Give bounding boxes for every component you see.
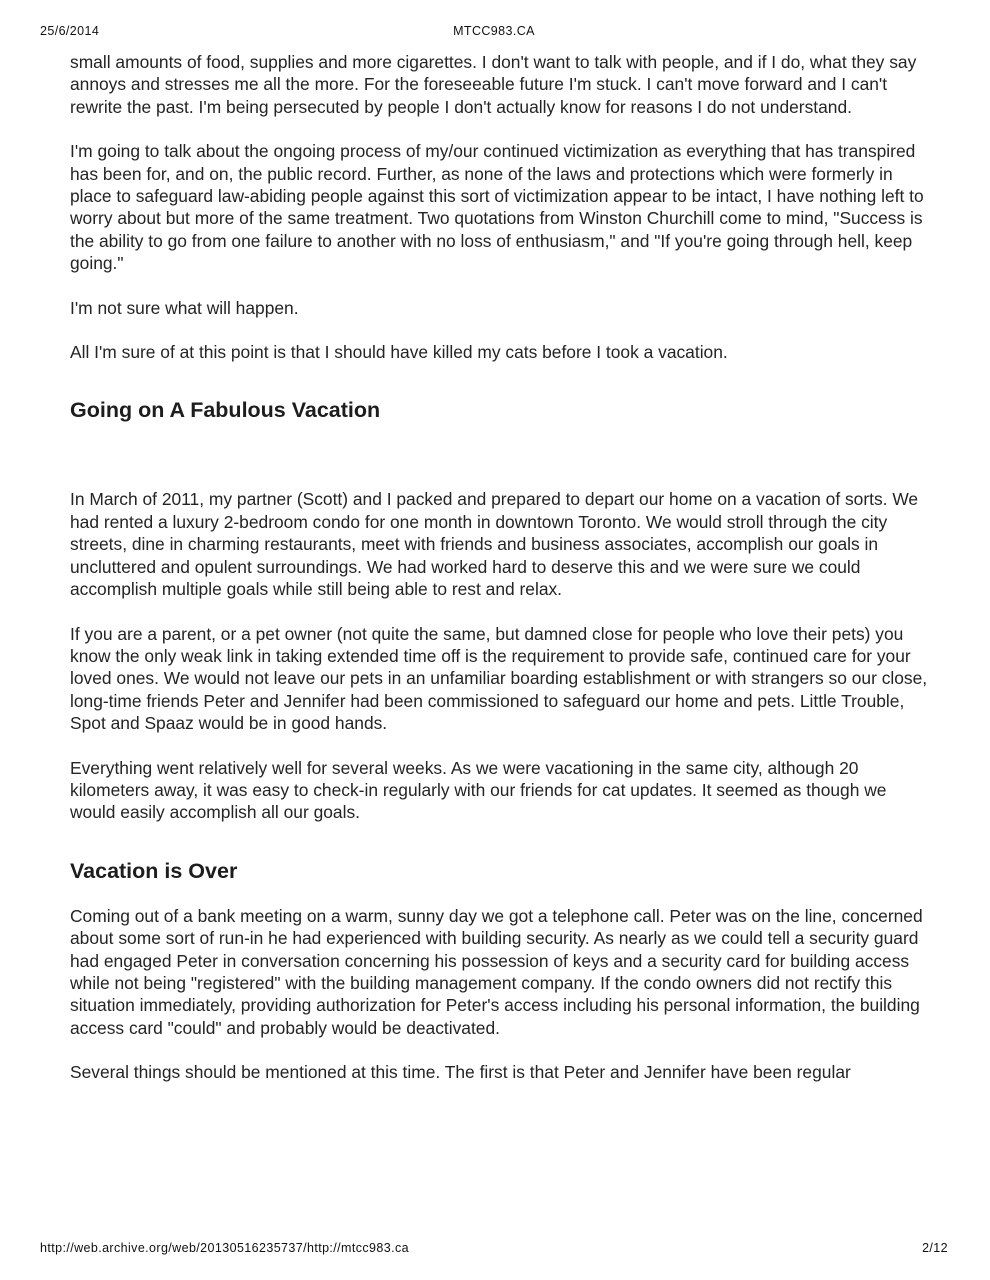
print-footer <box>40 1241 948 1257</box>
article-body <box>70 51 928 1084</box>
print-page-number: 2/12 <box>922 1241 948 1255</box>
print-header <box>40 24 948 40</box>
paragraph-over-1: Coming out of a bank meeting on a warm, sunny day we got a telephone call. Peter was on the line, concerned about some sort of run-in he had experienced with building security. As nearly as we could tell a security guard had engaged Peter in conversation concerning his possession of keys and a security card for building access while not being "registered" with the building management company. If the condo owners did not rectify this situation immediately, providing authorization for Peter's access including his personal information, the building access card "could" and probably would be deactivated. <box>70 905 923 1038</box>
section-heading-vacation-over: Vacation is Over <box>70 858 238 883</box>
print-source-url: http://web.archive.org/web/20130516235737/http://mtcc983.ca <box>40 1241 409 1255</box>
paragraph-gap <box>70 735 928 757</box>
paragraph-gap <box>70 118 928 140</box>
paragraph-intro-1: small amounts of food, supplies and more cigarettes. I don't want to talk with people, and if I do, what they say annoys and stresses me all the more. For the foreseeable future I'm stuck. I can't move forward and I can't rewrite the past. I'm being persecuted by people I don't actually know for reasons I do not understand. <box>70 52 917 117</box>
print-date: 25/6/2014 <box>40 24 100 38</box>
section-heading-vacation: Going on A Fabulous Vacation <box>70 398 381 423</box>
paragraph-gap <box>70 601 928 623</box>
paragraph-intro-4: All I'm sure of at this point is that I should have killed my cats before I took a vacation. <box>70 342 728 363</box>
paragraph-vacation-2: If you are a parent, or a pet owner (not quite the same, but damned close for people who love their pets) you know the only weak link in taking extended time off is the requirement to provide safe, continued care for your loved ones. We would not leave our pets in an unfamiliar boarding establishment or with strangers so our close, long-time friends Peter and Jennifer had been commissioned to safeguard our home and pets. Little Trouble, Spot and Spaaz would be in good hands. <box>70 623 928 734</box>
paragraph-gap <box>70 1039 928 1061</box>
paragraph-intro-2: I'm going to talk about the ongoing process of my/our continued victimization as everything that has transpired has been for, and on, the public record. Further, as none of the laws and protections which were formerly in place to safeguard law-abiding people against this sort of victimization appear to be intact, I have nothing left to worry about but more of the same treatment. Two quotations from Winston Churchill come to mind, "Success is the ability to go from one failure to another with no loss of enthusiasm," and "If you're going through hell, keep going." <box>70 141 924 274</box>
paragraph-gap <box>70 319 928 341</box>
paragraph-vacation-1: In March of 2011, my partner (Scott) and I packed and prepared to depart our home on a vacation of sorts. We had rented a luxury 2-bedroom condo for one month in downtown Toronto. We would stroll through the city streets, dine in charming restaurants, meet with friends and business associates, accomplish our goals in uncluttered and opulent surroundings. We had worked hard to deserve this and we were sure we could accomplish multiple goals while still being able to rest and relax. <box>70 489 919 600</box>
paragraph-intro-3: I'm not sure what will happen. <box>70 297 299 318</box>
paragraph-vacation-3: Everything went relatively well for several weeks. As we were vacationing in the same city, although 20 kilometers away, it was easy to check-in regularly with our friends for cat updates. It seemed as though we would easily accomplish all our goals. <box>70 757 887 823</box>
print-site-title: MTCC983.CA <box>453 24 535 38</box>
paragraph-gap <box>70 275 928 297</box>
paragraph-over-2: Several things should be mentioned at this time. The first is that Peter and Jennifer have been regular <box>70 1062 851 1083</box>
